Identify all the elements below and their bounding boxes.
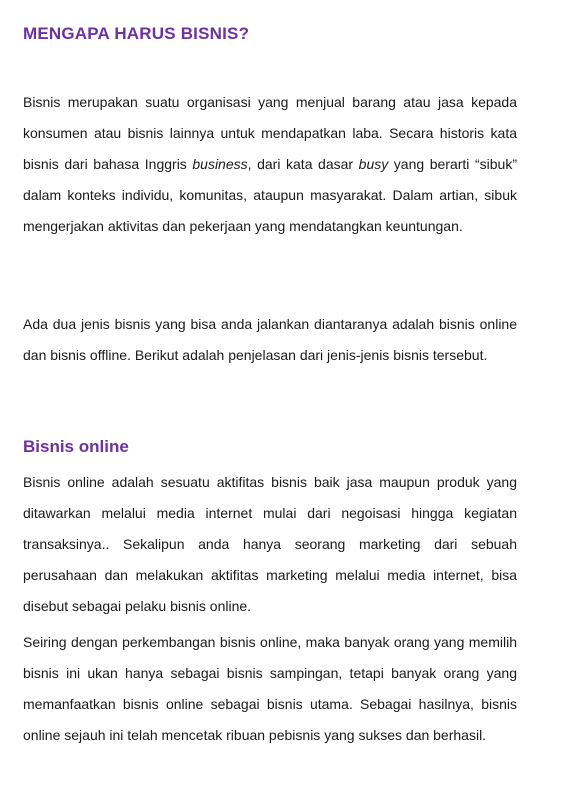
intro-term-business: business	[192, 156, 248, 172]
online-business-paragraph-1: Bisnis online adalah sesuatu aktifitas bisnis baik jasa maupun produk yang ditawarkan melalui media internet mulai dari negoisasi hingga kegiatan transaksinya.. Sekalipun anda hanya seorang marketing dari sebuah perusahaan dan melakukan aktifitas marketing melalui media internet, bisa disebut sebagai pelaku bisnis online.	[23, 474, 517, 614]
intro-text-part3: yang berarti “sibuk” dalam konteks individu, komunitas, ataupun masyarakat. Dalam artian, sibuk mengerjakan aktivitas dan pekerjaan yang mendatangkan keuntungan.	[23, 156, 517, 234]
section-heading-online-business: Bisnis online	[23, 437, 129, 456]
online-business-paragraph-2: Seiring dengan perkembangan bisnis online, maka banyak orang yang memilih bisnis ini ukan hanya sebagai bisnis sampingan, tetapi banyak orang yang memanfaatkan bisnis online sebagai bisnis utama. Sebagai hasilnya, bisnis online sejauh ini telah mencetak ribuan pebisnis yang sukses dan berhasil.	[23, 634, 517, 743]
intro-text-part2: , dari kata dasar	[247, 156, 359, 172]
intro-term-busy: busy	[358, 156, 389, 172]
intro-text-part1: Bisnis merupakan suatu organisasi yang menjual barang atau jasa kepada konsumen atau bisnis lainnya untuk mendapatkan laba. Secara historis kata bisnis dari bahasa Inggris	[23, 94, 517, 172]
business-types-paragraph: Ada dua jenis bisnis yang bisa anda jalankan diantaranya adalah bisnis online dan bisnis offline. Berikut adalah penjelasan dari jenis-jenis bisnis tersebut.	[23, 316, 517, 363]
intro-paragraph	[23, 87, 517, 242]
page-title: MENGAPA HARUS BISNIS?	[23, 24, 250, 43]
